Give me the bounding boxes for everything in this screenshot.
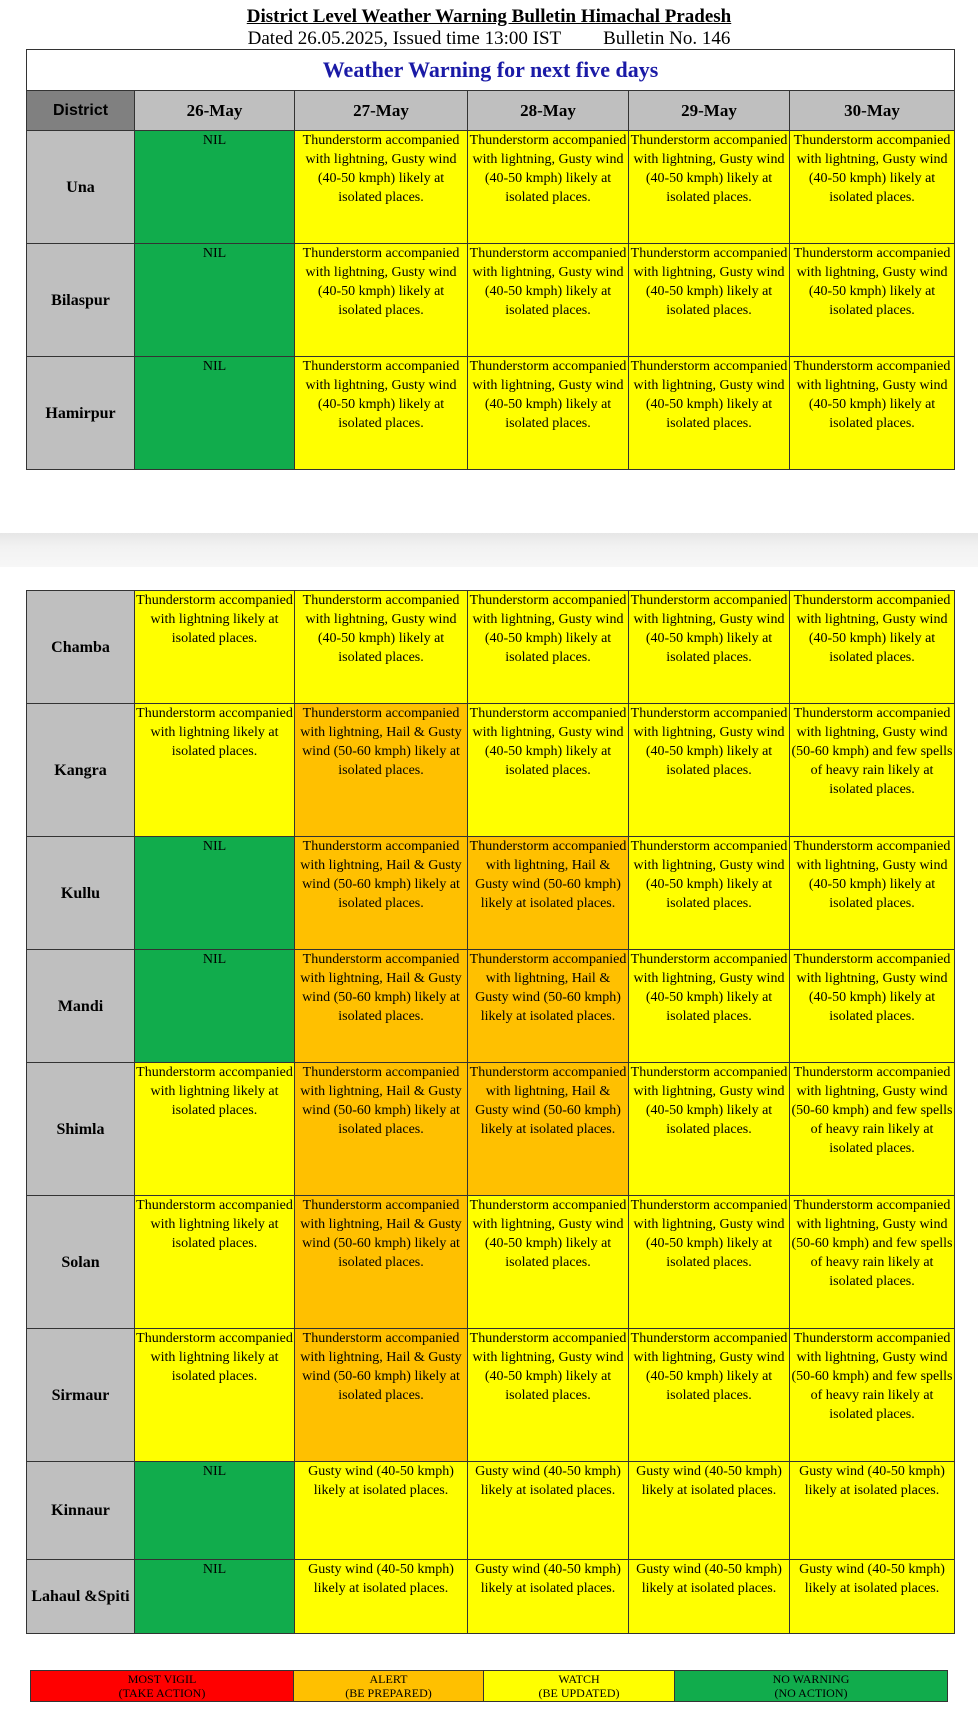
warning-cell: Thunderstorm accompanied with lightning, Gusty wind (40-50 kmph) likely at isolated places. bbox=[629, 837, 790, 950]
legend-alert: ALERT (BE PREPARED) bbox=[294, 1671, 484, 1701]
district-name: Una bbox=[27, 131, 135, 244]
warning-cell: Gusty wind (40-50 kmph) likely at isolated places. bbox=[790, 1560, 955, 1634]
district-name: Kangra bbox=[27, 704, 135, 837]
legend-watch: WATCH (BE UPDATED) bbox=[484, 1671, 675, 1701]
warning-cell: Gusty wind (40-50 kmph) likely at isolated places. bbox=[629, 1560, 790, 1634]
warning-table-part1 bbox=[26, 49, 955, 470]
warning-cell: NIL bbox=[135, 837, 295, 950]
warning-cell: Thunderstorm accompanied with lightning, Hail & Gusty wind (50-60 kmph) likely at isolated places. bbox=[295, 704, 468, 837]
warning-cell: Thunderstorm accompanied with lightning, Hail & Gusty wind (50-60 kmph) likely at isolated places. bbox=[295, 1196, 468, 1329]
warning-cell: Thunderstorm accompanied with lightning, Gusty wind (40-50 kmph) likely at isolated places. bbox=[629, 131, 790, 244]
district-name: Mandi bbox=[27, 950, 135, 1063]
district-name: Hamirpur bbox=[27, 357, 135, 470]
table-row bbox=[27, 357, 955, 470]
warning-cell: Gusty wind (40-50 kmph) likely at isolated places. bbox=[468, 1560, 629, 1634]
district-name: Lahaul &Spiti bbox=[27, 1560, 135, 1634]
table-row bbox=[27, 837, 955, 950]
district-name: Chamba bbox=[27, 591, 135, 704]
table-row bbox=[27, 704, 955, 837]
warning-cell: Thunderstorm accompanied with lightning likely at isolated places. bbox=[135, 704, 295, 837]
warning-cell: NIL bbox=[135, 1560, 295, 1634]
bulletin-title: District Level Weather Warning Bulletin Himachal Pradesh bbox=[246, 6, 732, 27]
warning-cell: NIL bbox=[135, 244, 295, 357]
warning-cell: Thunderstorm accompanied with lightning likely at isolated places. bbox=[135, 1196, 295, 1329]
warning-cell: Thunderstorm accompanied with lightning likely at isolated places. bbox=[135, 1329, 295, 1462]
date-column-header: 28-May bbox=[468, 91, 629, 131]
district-name: Kullu bbox=[27, 837, 135, 950]
warning-cell: Gusty wind (40-50 kmph) likely at isolated places. bbox=[295, 1462, 468, 1560]
district-name: Solan bbox=[27, 1196, 135, 1329]
date-column-header: 29-May bbox=[629, 91, 790, 131]
warning-cell: Thunderstorm accompanied with lightning, Gusty wind (40-50 kmph) likely at isolated places. bbox=[468, 131, 629, 244]
warning-cell: Thunderstorm accompanied with lightning, Gusty wind (40-50 kmph) likely at isolated places. bbox=[468, 357, 629, 470]
warning-cell: Thunderstorm accompanied with lightning, Gusty wind (40-50 kmph) likely at isolated places. bbox=[295, 244, 468, 357]
date-column-header: 30-May bbox=[790, 91, 955, 131]
legend-most-vigil: MOST VIGIL (TAKE ACTION) bbox=[31, 1671, 294, 1701]
warning-cell: Thunderstorm accompanied with lightning, Gusty wind (50-60 kmph) and few spells of heavy rain likely at isolated places. bbox=[790, 1196, 955, 1329]
warning-cell: Thunderstorm accompanied with lightning, Hail & Gusty wind (50-60 kmph) likely at isolated places. bbox=[468, 837, 629, 950]
warning-cell: Thunderstorm accompanied with lightning, Gusty wind (50-60 kmph) and few spells of heavy rain likely at isolated places. bbox=[790, 1063, 955, 1196]
district-column-header: District bbox=[27, 91, 135, 131]
warning-cell: Thunderstorm accompanied with lightning, Gusty wind (40-50 kmph) likely at isolated places. bbox=[468, 704, 629, 837]
warning-cell: NIL bbox=[135, 950, 295, 1063]
warning-cell: Thunderstorm accompanied with lightning, Gusty wind (40-50 kmph) likely at isolated places. bbox=[629, 591, 790, 704]
table-row bbox=[27, 1462, 955, 1560]
table-row bbox=[27, 1196, 955, 1329]
warning-cell: Thunderstorm accompanied with lightning, Gusty wind (40-50 kmph) likely at isolated places. bbox=[629, 704, 790, 837]
district-name: Bilaspur bbox=[27, 244, 135, 357]
warning-cell: Thunderstorm accompanied with lightning, Gusty wind (40-50 kmph) likely at isolated places. bbox=[790, 244, 955, 357]
bulletin-header bbox=[0, 6, 978, 50]
warning-cell: Gusty wind (40-50 kmph) likely at isolated places. bbox=[468, 1462, 629, 1560]
date-column-header: 27-May bbox=[295, 91, 468, 131]
warning-cell: Thunderstorm accompanied with lightning likely at isolated places. bbox=[135, 1063, 295, 1196]
warning-cell: Thunderstorm accompanied with lightning, Gusty wind (50-60 kmph) and few spells of heavy rain likely at isolated places. bbox=[790, 1329, 955, 1462]
table-row bbox=[27, 1063, 955, 1196]
warning-cell: Thunderstorm accompanied with lightning, Gusty wind (40-50 kmph) likely at isolated places. bbox=[629, 244, 790, 357]
table-header-row bbox=[27, 91, 955, 131]
warning-cell: Thunderstorm accompanied with lightning, Gusty wind (40-50 kmph) likely at isolated places. bbox=[629, 1063, 790, 1196]
district-name: Kinnaur bbox=[27, 1462, 135, 1560]
warning-cell: Thunderstorm accompanied with lightning, Gusty wind (40-50 kmph) likely at isolated places. bbox=[790, 837, 955, 950]
table-row bbox=[27, 244, 955, 357]
warning-cell: Thunderstorm accompanied with lightning, Gusty wind (40-50 kmph) likely at isolated places. bbox=[295, 357, 468, 470]
warning-legend bbox=[30, 1670, 948, 1702]
warning-cell: Thunderstorm accompanied with lightning, Hail & Gusty wind (50-60 kmph) likely at isolated places. bbox=[295, 837, 468, 950]
warning-cell: Thunderstorm accompanied with lightning, Gusty wind (40-50 kmph) likely at isolated places. bbox=[629, 950, 790, 1063]
warning-cell: Gusty wind (40-50 kmph) likely at isolated places. bbox=[295, 1560, 468, 1634]
warning-cell: Thunderstorm accompanied with lightning likely at isolated places. bbox=[135, 591, 295, 704]
table-caption: Weather Warning for next five days bbox=[27, 50, 955, 91]
table-row bbox=[27, 1329, 955, 1462]
table-row bbox=[27, 950, 955, 1063]
bulletin-dated: Dated 26.05.2025, Issued time 13:00 IST bbox=[247, 28, 562, 49]
warning-table-part2 bbox=[26, 590, 955, 1634]
table-row bbox=[27, 591, 955, 704]
warning-cell: Thunderstorm accompanied with lightning, Gusty wind (40-50 kmph) likely at isolated places. bbox=[629, 1196, 790, 1329]
warning-cell: Thunderstorm accompanied with lightning, Hail & Gusty wind (50-60 kmph) likely at isolated places. bbox=[295, 950, 468, 1063]
warning-cell: Gusty wind (40-50 kmph) likely at isolated places. bbox=[629, 1462, 790, 1560]
warning-cell: Thunderstorm accompanied with lightning, Hail & Gusty wind (50-60 kmph) likely at isolated places. bbox=[468, 950, 629, 1063]
warning-cell: Thunderstorm accompanied with lightning, Gusty wind (40-50 kmph) likely at isolated places. bbox=[468, 591, 629, 704]
warning-cell: Thunderstorm accompanied with lightning, Hail & Gusty wind (50-60 kmph) likely at isolated places. bbox=[295, 1329, 468, 1462]
warning-cell: NIL bbox=[135, 1462, 295, 1560]
warning-cell: Gusty wind (40-50 kmph) likely at isolated places. bbox=[790, 1462, 955, 1560]
warning-cell: NIL bbox=[135, 131, 295, 244]
warning-cell: Thunderstorm accompanied with lightning, Gusty wind (50-60 kmph) and few spells of heavy rain likely at isolated places. bbox=[790, 704, 955, 837]
date-column-header: 26-May bbox=[135, 91, 295, 131]
warning-cell: Thunderstorm accompanied with lightning, Gusty wind (40-50 kmph) likely at isolated places. bbox=[629, 357, 790, 470]
warning-cell: Thunderstorm accompanied with lightning, Gusty wind (40-50 kmph) likely at isolated places. bbox=[790, 357, 955, 470]
warning-cell: Thunderstorm accompanied with lightning, Gusty wind (40-50 kmph) likely at isolated places. bbox=[468, 244, 629, 357]
table-caption-row bbox=[27, 50, 955, 91]
district-name: Shimla bbox=[27, 1063, 135, 1196]
warning-cell: Thunderstorm accompanied with lightning, Gusty wind (40-50 kmph) likely at isolated places. bbox=[790, 950, 955, 1063]
warning-cell: Thunderstorm accompanied with lightning, Hail & Gusty wind (50-60 kmph) likely at isolated places. bbox=[468, 1063, 629, 1196]
table-row bbox=[27, 131, 955, 244]
bulletin-subtitle bbox=[0, 28, 978, 50]
warning-cell: Thunderstorm accompanied with lightning, Gusty wind (40-50 kmph) likely at isolated places. bbox=[295, 591, 468, 704]
warning-cell: Thunderstorm accompanied with lightning, Gusty wind (40-50 kmph) likely at isolated places. bbox=[629, 1329, 790, 1462]
warning-cell: Thunderstorm accompanied with lightning, Gusty wind (40-50 kmph) likely at isolated places. bbox=[295, 131, 468, 244]
warning-cell: Thunderstorm accompanied with lightning, Gusty wind (40-50 kmph) likely at isolated places. bbox=[790, 591, 955, 704]
warning-cell: Thunderstorm accompanied with lightning, Gusty wind (40-50 kmph) likely at isolated places. bbox=[468, 1196, 629, 1329]
warning-cell: NIL bbox=[135, 357, 295, 470]
district-name: Sirmaur bbox=[27, 1329, 135, 1462]
table-row bbox=[27, 1560, 955, 1634]
warning-cell: Thunderstorm accompanied with lightning, Gusty wind (40-50 kmph) likely at isolated places. bbox=[468, 1329, 629, 1462]
page-separator bbox=[0, 533, 978, 567]
legend-no-warning: NO WARNING (NO ACTION) bbox=[675, 1671, 947, 1701]
bulletin-number: Bulletin No. 146 bbox=[603, 28, 731, 49]
warning-cell: Thunderstorm accompanied with lightning, Hail & Gusty wind (50-60 kmph) likely at isolated places. bbox=[295, 1063, 468, 1196]
warning-cell: Thunderstorm accompanied with lightning, Gusty wind (40-50 kmph) likely at isolated places. bbox=[790, 131, 955, 244]
